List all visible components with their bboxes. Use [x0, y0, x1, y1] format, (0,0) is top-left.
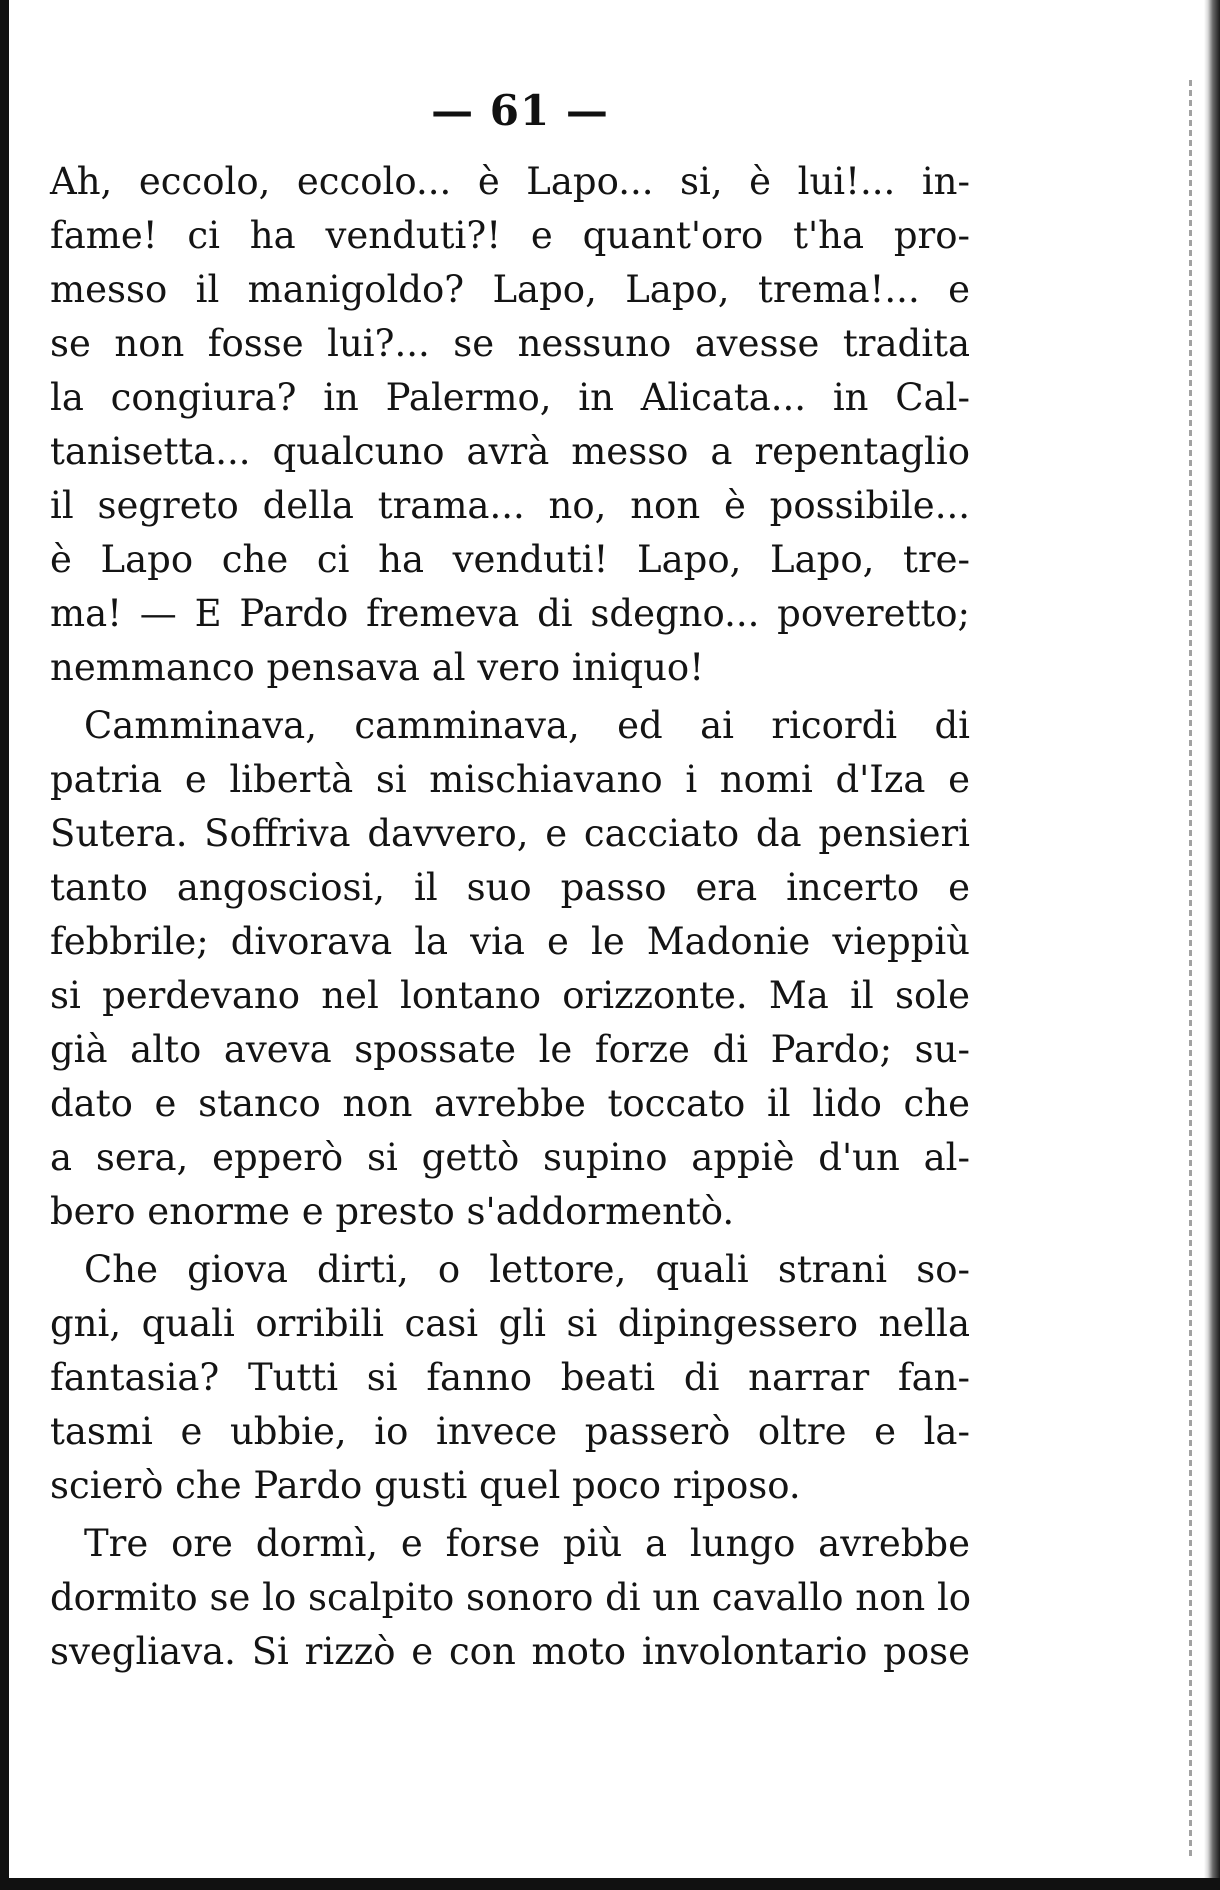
text-line: bero enorme e presto s'addormentò. [50, 1190, 735, 1233]
text-line: Camminava, camminava, ed ai ricordi di [84, 704, 970, 747]
text-line: Sutera. Soffriva davvero, e cacciato da pensieri [50, 812, 970, 855]
text-line: svegliava. Si rizzò e con moto involontario pose [50, 1630, 970, 1673]
gutter-shadow [1189, 80, 1192, 1860]
paragraph-2 [50, 699, 970, 1239]
body-text [50, 155, 970, 1683]
text-line: se non fosse lui?... se nessuno avesse tradita [50, 322, 970, 365]
text-line: Che giova dirti, o lettore, quali strani so- [84, 1248, 970, 1291]
paragraph-4 [50, 1517, 970, 1679]
text-line: già alto aveva spossate le forze di Pardo; su- [50, 1028, 970, 1071]
text-line: è Lapo che ci ha venduti! Lapo, Lapo, tre- [50, 538, 970, 581]
page-bottom-edge [0, 1878, 1220, 1890]
text-line: patria e libertà si mischiavano i nomi d'Iza e [50, 758, 970, 801]
text-line: a sera, epperò si gettò supino appiè d'un al- [50, 1136, 970, 1179]
page-right-edge [1204, 0, 1220, 1890]
text-line: tasmi e ubbie, io invece passerò oltre e la- [50, 1410, 970, 1453]
text-line: scierò che Pardo gusti quel poco riposo. [50, 1464, 801, 1507]
text-line: fantasia? Tutti si fanno beati di narrar fan- [50, 1356, 970, 1399]
text-line: tanto angosciosi, il suo passo era incerto e [50, 866, 970, 909]
text-line: fame! ci ha venduti?! e quant'oro t'ha pro- [50, 214, 970, 257]
paragraph-1 [50, 155, 970, 695]
text-line: febbrile; divorava la via e le Madonie vieppiù [50, 920, 970, 963]
text-line: Tre ore dormì, e forse più a lungo avrebbe [84, 1522, 970, 1565]
text-line: Ah, eccolo, eccolo... è Lapo... si, è lui!... in- [50, 160, 970, 203]
text-line: ma! — E Pardo fremeva di sdegno... poveretto; [50, 592, 970, 635]
text-line: dormito se lo scalpito sonoro di un cavallo non lo [50, 1576, 972, 1619]
text-line: si perdevano nel lontano orizzonte. Ma il sole [50, 974, 970, 1017]
page-number: — 61 — [431, 86, 609, 135]
paragraph-3 [50, 1243, 970, 1513]
text-line: nemmanco pensava al vero iniquo! [50, 646, 705, 689]
text-line: la congiura? in Palermo, in Alicata... in Cal- [50, 376, 970, 419]
text-line: il segreto della trama... no, non è possibile... [50, 484, 970, 527]
page-left-edge [0, 0, 9, 1890]
text-line: messo il manigoldo? Lapo, Lapo, trema!... e [50, 268, 970, 311]
text-line: tanisetta... qualcuno avrà messo a repentaglio [50, 430, 970, 473]
text-line: dato e stanco non avrebbe toccato il lido che [50, 1082, 970, 1125]
text-line: gni, quali orribili casi gli si dipingessero nella [50, 1302, 970, 1345]
